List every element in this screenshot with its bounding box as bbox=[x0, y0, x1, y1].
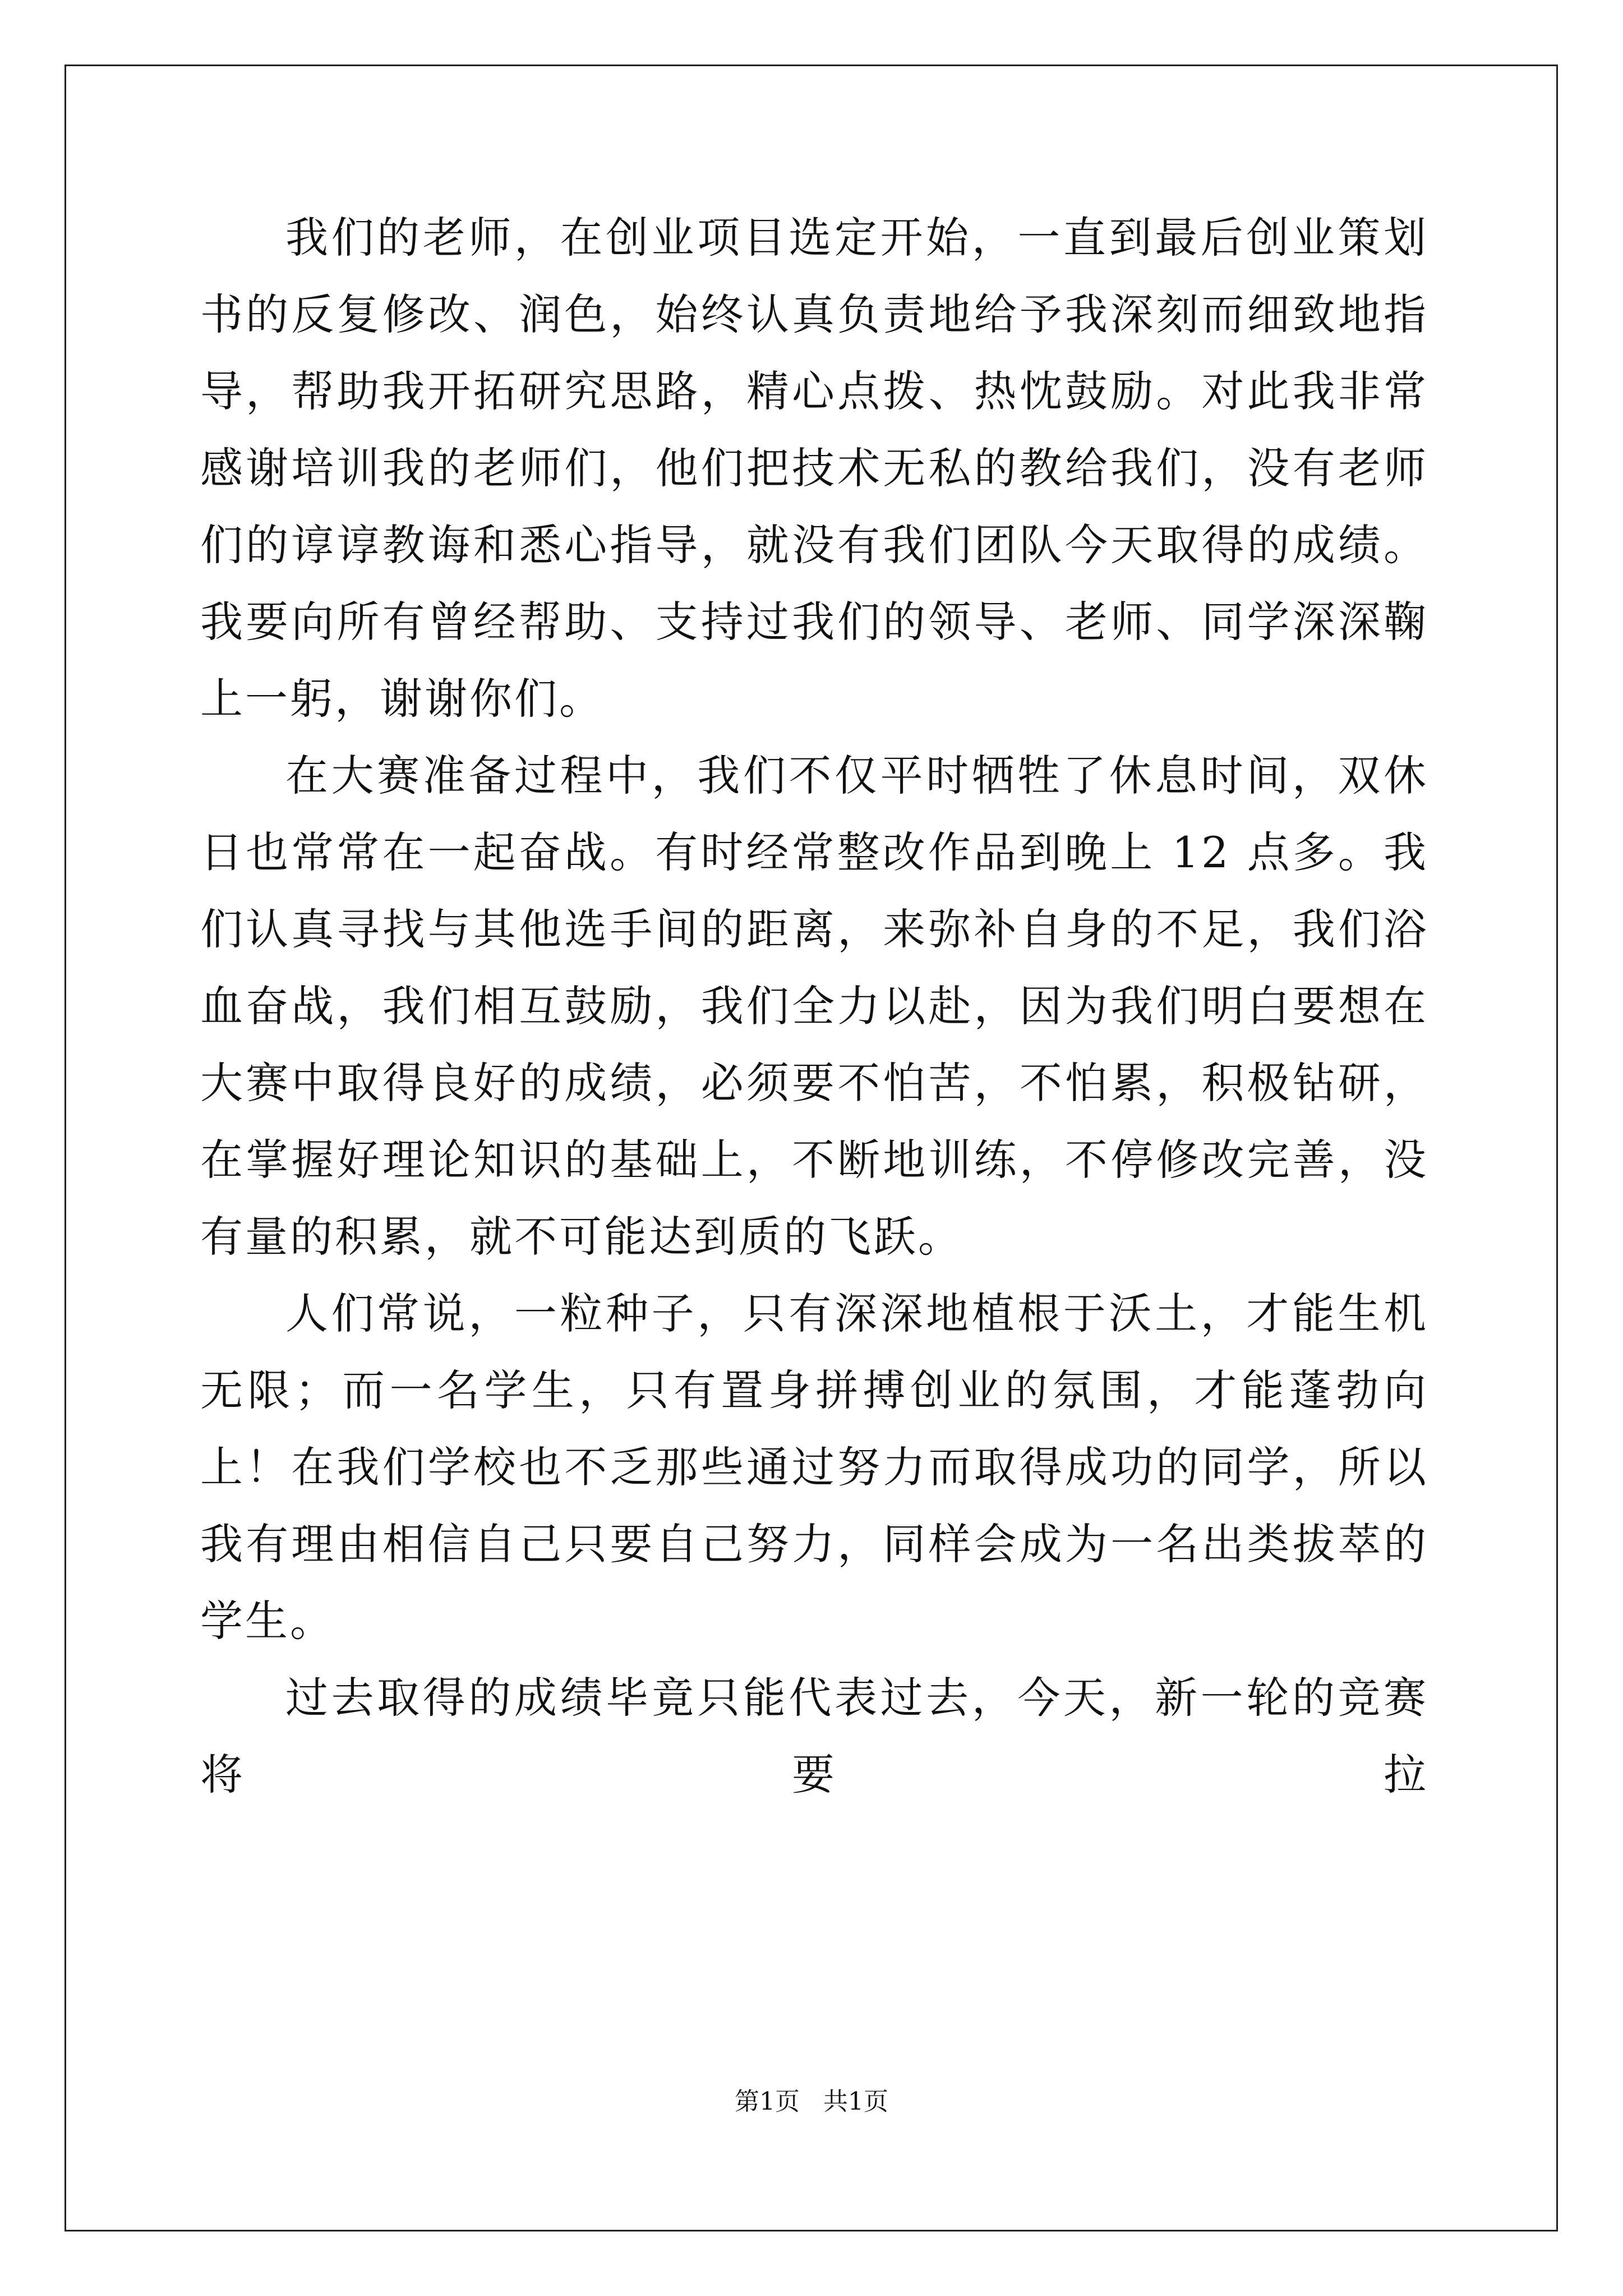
document-body bbox=[200, 199, 1428, 1813]
paragraph-4: 过去取得的成绩毕竟只能代表过去，今天，新一轮的竞赛将要拉 bbox=[200, 1673, 1428, 1800]
paragraph-2: 在大赛准备过程中，我们不仅平时牺牲了休息时间，双休日也常常在一起奋战。有时经常整改作品到晚上 12 点多。我们认真寻找与其他选手间的距离，来弥补自身的不足，我们浴血奋战，我们相互鼓励，我们全力以赴，因为我们明白要想在大赛中取得良好的成绩，必须要不怕苦，不怕累，积极钻研，在掌握好理论知识的基础上，不断地训练，不停修改完善，没有量的积累，就不可能达到质的飞跃。 bbox=[200, 751, 1428, 1262]
paragraph-1: 我们的老师，在创业项目选定开始，一直到最后创业策划书的反复修改、润色，始终认真负责地给予我深刻而细致地指导，帮助我开拓研究思路，精心点拨、热忱鼓励。对此我非常感谢培训我的老师们，他们把技术无私的教给我们，没有老师们的谆谆教诲和悉心指导，就没有我们团队今天取得的成绩。我要向所有曾经帮助、支持过我们的领导、老师、同学深深鞠上一躬，谢谢你们。 bbox=[200, 213, 1428, 724]
paragraph-3: 人们常说，一粒种子，只有深深地植根于沃土，才能生机无限；而一名学生，只有置身拼搏创业的氛围，才能蓬勃向上！在我们学校也不乏那些通过努力而取得成功的同学，所以我有理由相信自己只要自己努力，同样会成为一名出类拔萃的学生。 bbox=[200, 1289, 1428, 1646]
page-footer: 第1页 共1页 bbox=[735, 2087, 888, 2116]
